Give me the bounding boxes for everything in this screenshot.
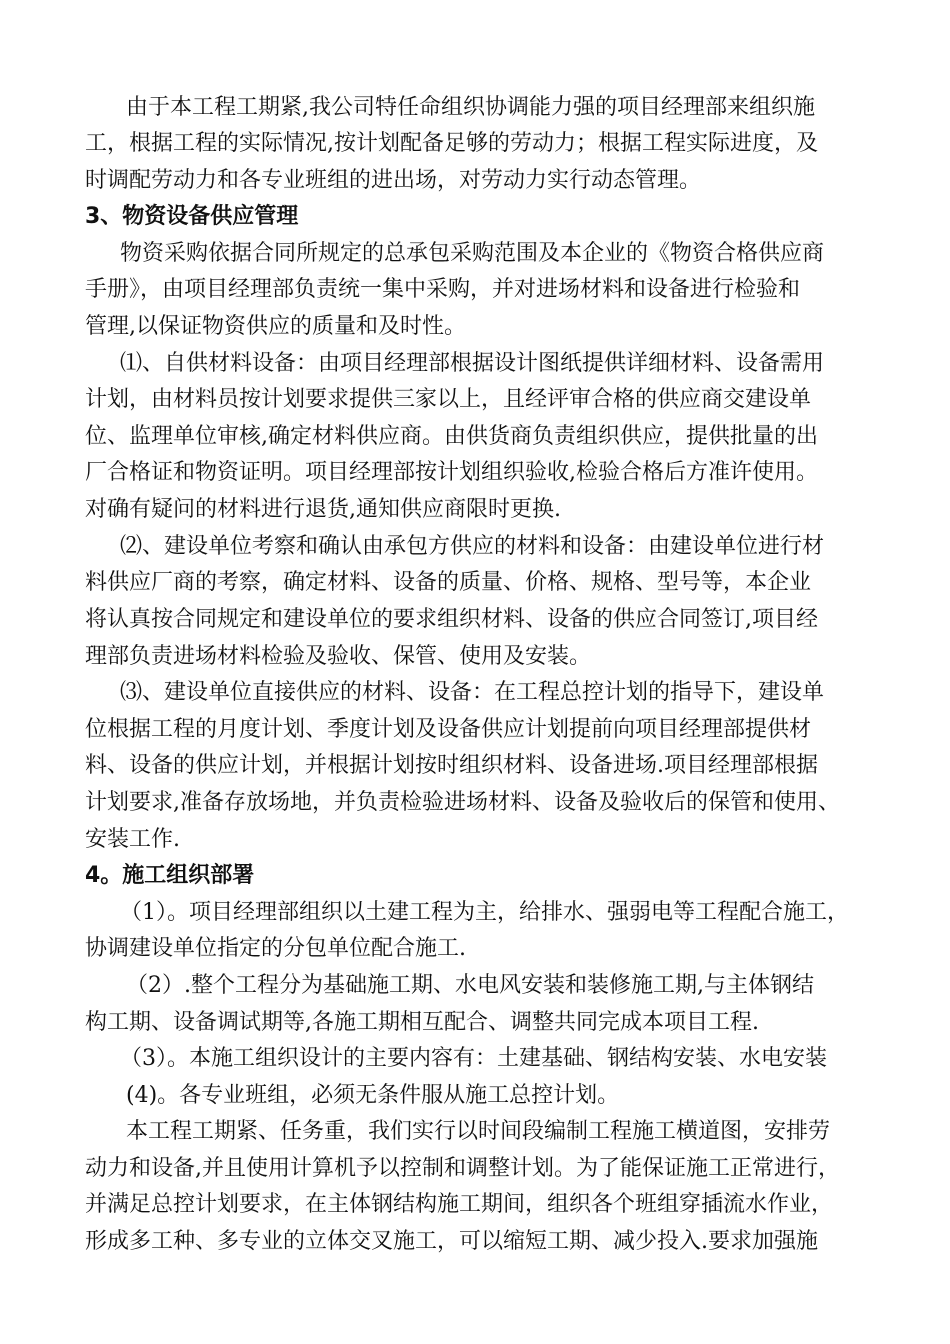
paragraph-line: （1）。项目经理部组织以土建工程为主，给排水、强弱电等工程配合施工，	[120, 900, 849, 925]
paragraph-line: 形成多工种、多专业的立体交叉施工，可以缩短工期、减少投入.要求加强施	[85, 1229, 818, 1254]
paragraph-line: 计划，由材料员按计划要求提供三家以上，且经评审合格的供应商交建设单	[85, 387, 812, 412]
section-heading: 3、物资设备供应管理	[85, 204, 299, 229]
paragraph-line: 时调配劳动力和各专业班组的进出场，对劳动力实行动态管理。	[85, 168, 702, 193]
paragraph-line: 安装工作.	[85, 827, 180, 852]
paragraph-line: 管理,以保证物资供应的质量和及时性。	[85, 314, 466, 339]
section-heading: 4。施工组织部署	[85, 863, 255, 888]
paragraph-line: 协调建设单位指定的分包单位配合施工.	[85, 936, 466, 961]
paragraph-line: 计划要求,准备存放场地，并负责检验进场材料、设备及验收后的保管和使用、	[85, 790, 840, 815]
paragraph-line: 位、监理单位审核,确定材料供应商。由供货商负责组织供应，提供批量的出	[85, 424, 818, 449]
paragraph-line: 物资采购依据合同所规定的总承包采购范围及本企业的《物资合格供应商	[120, 241, 825, 266]
paragraph-line: （3）。本施工组织设计的主要内容有：土建基础、钢结构安装、水电安装	[120, 1046, 827, 1071]
paragraph-line: 由于本工程工期紧,我公司特任命组织协调能力强的项目经理部来组织施	[126, 95, 815, 120]
paragraph-line: ⑴、自供材料设备：由项目经理部根据设计图纸提供详细材料、设备需用	[120, 351, 825, 376]
paragraph-line: 手册》，由项目经理部负责统一集中采购，并对进场材料和设备进行检验和	[85, 277, 801, 302]
paragraph-line: 料、设备的供应计划，并根据计划按时组织材料、设备进场.项目经理部根据	[85, 753, 818, 778]
paragraph-line: （2）.整个工程分为基础施工期、水电风安装和装修施工期,与主体钢结	[126, 973, 814, 998]
paragraph-line: ⑵、建设单位考察和确认由承包方供应的材料和设备：由建设单位进行材	[120, 534, 825, 559]
paragraph-line: (4)。各专业班组，必须无条件服从施工总控计划。	[126, 1083, 620, 1108]
paragraph-line: 理部负责进场材料检验及验收、保管、使用及安装。	[85, 644, 592, 669]
paragraph-line: 并满足总控计划要求，在主体钢结构施工期间，组织各个班组穿插流水作业，	[85, 1192, 834, 1217]
paragraph-line: 工，根据工程的实际情况,按计划配备足够的劳动力；根据工程实际进度，及	[85, 131, 818, 156]
paragraph-line: ⑶、建设单位直接供应的材料、设备：在工程总控计划的指导下，建设单	[120, 680, 825, 705]
paragraph-line: 料供应厂商的考察，确定材料、设备的质量、价格、规格、型号等，本企业	[85, 570, 812, 595]
paragraph-line: 构工期、设备调试期等,各施工期相互配合、调整共同完成本项目工程.	[85, 1010, 759, 1035]
paragraph-line: 将认真按合同规定和建设单位的要求组织材料、设备的供应合同签订,项目经	[85, 607, 818, 632]
paragraph-line: 位根据工程的月度计划、季度计划及设备供应计划提前向项目经理部提供材	[85, 717, 812, 742]
paragraph-line: 本工程工期紧、任务重，我们实行以时间段编制工程施工横道图，安排劳	[126, 1119, 831, 1144]
paragraph-line: 对确有疑问的材料进行退货,通知供应商限时更换.	[85, 497, 561, 522]
paragraph-line: 厂合格证和物资证明。项目经理部按计划组织验收,检验合格后方准许使用。	[85, 460, 818, 485]
paragraph-line: 动力和设备,并且使用计算机予以控制和调整计划。为了能保证施工正常进行，	[85, 1156, 840, 1181]
